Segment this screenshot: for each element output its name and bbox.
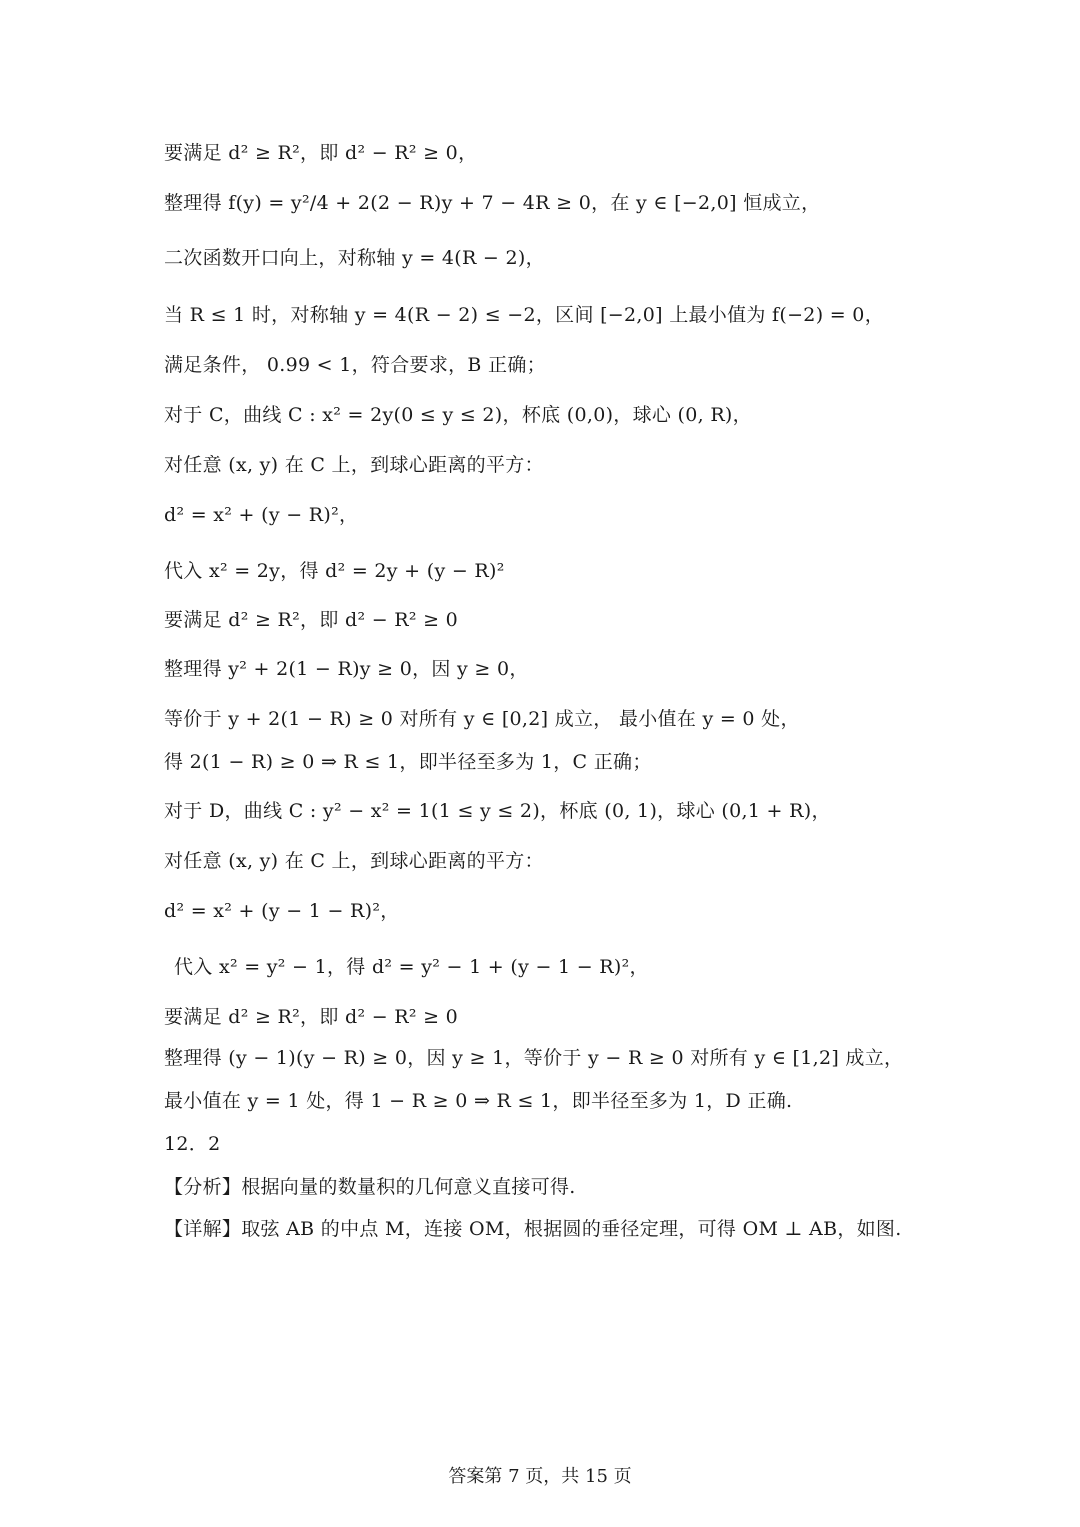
solution-line: 代入 x² = 2y，得 d² = 2y + (y − R)² [164, 560, 505, 582]
analysis-line: 【分析】根据向量的数量积的几何意义直接可得. [164, 1176, 576, 1198]
formula-line: d² = x² + (y − 1 − R)²， [164, 900, 400, 922]
solution-line: 代入 x² = y² − 1，得 d² = y² − 1 + (y − 1 − R)²， [174, 956, 649, 978]
solution-line: 得 2(1 − R) ≥ 0 ⇒ R ≤ 1，即半径至多为 1，C 正确； [164, 751, 652, 773]
solution-line: 整理得 (y − 1)(y − R) ≥ 0，因 y ≥ 1，等价于 y − R ≥ 0 对所有 y ∈ [1,2] 成立， [164, 1047, 904, 1069]
question-number: 12．2 [164, 1133, 221, 1155]
solution-line: 整理得 f(y) = y²/4 + 2(2 − R)y + 7 − 4R ≥ 0，在 y ∈ [−2,0] 恒成立， [164, 192, 821, 214]
solution-line: 等价于 y + 2(1 − R) ≥ 0 对所有 y ∈ [0,2] 成立， 最小值在 y = 0 处， [164, 708, 800, 730]
solution-line: 整理得 y² + 2(1 − R)y ≥ 0，因 y ≥ 0， [164, 658, 529, 680]
solution-line: 要满足 d² ≥ R²，即 d² − R² ≥ 0， [164, 142, 478, 164]
solution-line: 满足条件， 0.99 < 1，符合要求，B 正确； [164, 354, 546, 376]
solution-line: 当 R ≤ 1 时，对称轴 y = 4(R − 2) ≤ −2，区间 [−2,0] 上最小值为 f(−2) = 0， [164, 304, 884, 326]
solution-line: 对任意 (x, y) 在 C 上，到球心距离的平方： [164, 454, 544, 476]
solution-line: 对任意 (x, y) 在 C 上，到球心距离的平方： [164, 850, 544, 872]
solution-line: 要满足 d² ≥ R²，即 d² − R² ≥ 0 [164, 609, 459, 631]
page-footer: 答案第 7 页，共 15 页 [448, 1466, 632, 1487]
solution-line: 最小值在 y = 1 处，得 1 − R ≥ 0 ⇒ R ≤ 1，即半径至多为 1，D 正确. [164, 1090, 793, 1112]
solution-line: 要满足 d² ≥ R²，即 d² − R² ≥ 0 [164, 1006, 459, 1028]
solution-line: 二次函数开口向上，对称轴 y = 4(R − 2)， [164, 247, 545, 269]
solution-line: 对于 D，曲线 C : y² − x² = 1(1 ≤ y ≤ 2)，杯底 (0, 1)，球心 (0,1 + R)， [164, 800, 831, 822]
solution-line: 对于 C，曲线 C : x² = 2y(0 ≤ y ≤ 2)，杯底 (0,0)，球心 (0, R)， [164, 404, 752, 426]
detail-line: 【详解】取弦 AB 的中点 M，连接 OM，根据圆的垂径定理，可得 OM ⊥ AB，如图. [164, 1218, 902, 1240]
formula-line: d² = x² + (y − R)²， [164, 504, 359, 526]
